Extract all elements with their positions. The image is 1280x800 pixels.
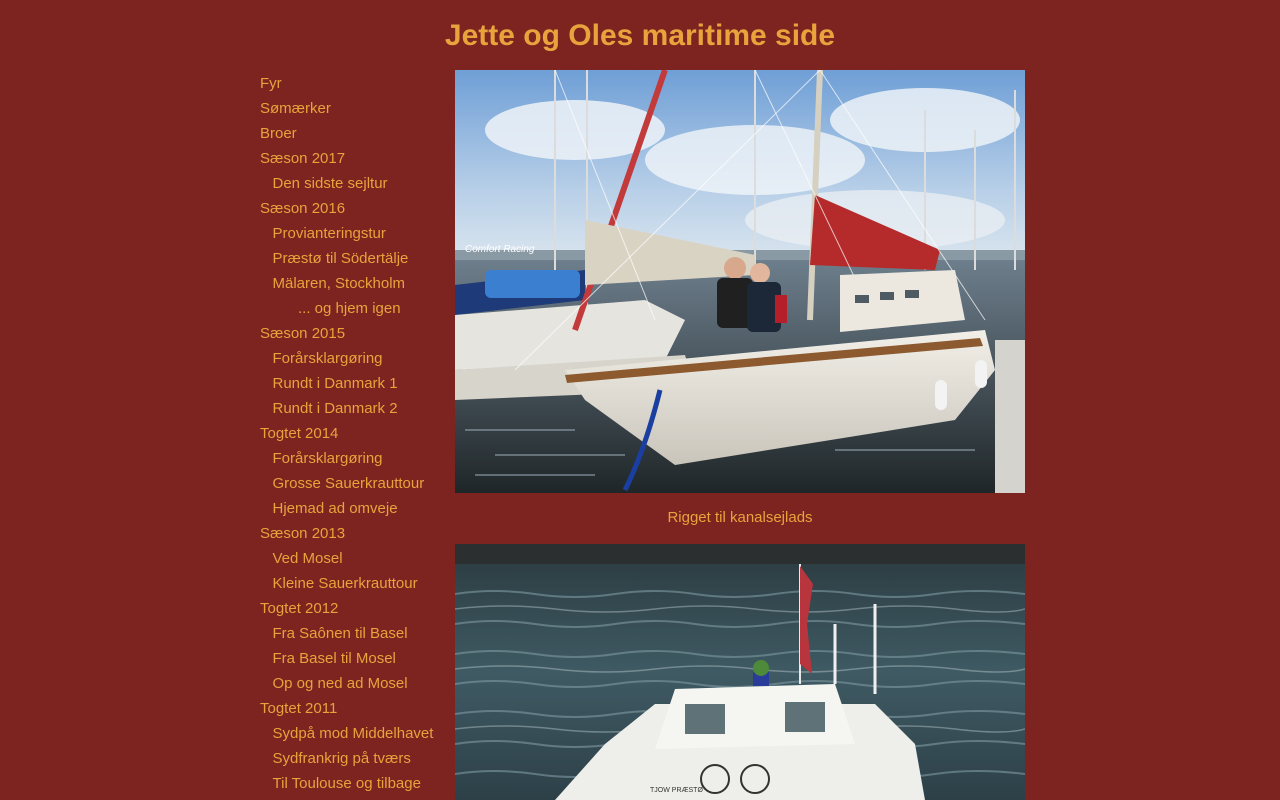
nav-link-sømærker[interactable]: Sømærker bbox=[260, 100, 331, 117]
nav-link-sydpå-mod-middelhavet[interactable]: Sydpå mod Middelhavet bbox=[272, 725, 434, 742]
nav-link-sydfrankrig-på-tværs[interactable]: Sydfrankrig på tværs bbox=[272, 750, 411, 767]
nav-link-broer[interactable]: Broer bbox=[260, 125, 297, 142]
nav-link-op-og-ned-ad-mosel[interactable]: Op og ned ad Mosel bbox=[272, 675, 408, 692]
nav-link-fra-basel-til-mosel[interactable]: Fra Basel til Mosel bbox=[272, 650, 396, 667]
site-title: Jette og Oles maritime side bbox=[444, 19, 836, 52]
nav-link-togtet-2014[interactable]: Togtet 2014 bbox=[260, 425, 339, 442]
nav-link-rundt-i-danmark-2[interactable]: Rundt i Danmark 2 bbox=[272, 400, 398, 417]
motorboat-photo-image bbox=[455, 544, 1025, 800]
nav-link-præstø-til-södertälje[interactable]: Præstø til Södertälje bbox=[272, 250, 409, 267]
nav-link-sæson-2016[interactable]: Sæson 2016 bbox=[260, 200, 346, 217]
sailboat-photo-image bbox=[455, 70, 1025, 493]
nav-link-sæson-2015[interactable]: Sæson 2015 bbox=[260, 325, 346, 342]
photo-sailboat bbox=[455, 70, 1025, 493]
nav-link-fyr[interactable]: Fyr bbox=[260, 75, 282, 92]
nav-link-mälaren-stockholm[interactable]: Mälaren, Stockholm bbox=[272, 275, 406, 292]
nav-link-kleine-sauerkrauttour[interactable]: Kleine Sauerkrauttour bbox=[272, 575, 418, 592]
photo-caption: Rigget til kanalsejlads bbox=[667, 509, 813, 526]
nav-link-togtet-2012[interactable]: Togtet 2012 bbox=[260, 600, 339, 617]
nav-link-ved-mosel[interactable]: Ved Mosel bbox=[272, 550, 343, 567]
nav-link-den-sidste-sejltur[interactable]: Den sidste sejltur bbox=[272, 175, 388, 192]
nav-link-forårsklargøring[interactable]: Forårsklargøring bbox=[272, 450, 383, 467]
nav-link-grosse-sauerkrauttour[interactable]: Grosse Sauerkrauttour bbox=[272, 475, 425, 492]
nav-link-rundt-i-danmark-1[interactable]: Rundt i Danmark 1 bbox=[272, 375, 398, 392]
nav-link-til-toulouse-og-tilbage[interactable]: Til Toulouse og tilbage bbox=[272, 775, 421, 792]
photo-motorboat bbox=[455, 544, 1025, 800]
nav-link-sæson-2013[interactable]: Sæson 2013 bbox=[260, 525, 346, 542]
nav-link-fra-sa-nen-til-basel[interactable]: Fra Saônen til Basel bbox=[272, 625, 408, 642]
boat-name-text: TJOW PRÆSTØ bbox=[650, 787, 703, 794]
nav-link-hjemad-ad-omveje[interactable]: Hjemad ad omveje bbox=[272, 500, 398, 517]
nav-link-sæson-2017[interactable]: Sæson 2017 bbox=[260, 150, 346, 167]
nav-link-togtet-2011[interactable]: Togtet 2011 bbox=[260, 700, 338, 717]
nav-link-og-hjem-igen[interactable]: ... og hjem igen bbox=[298, 300, 401, 317]
nav-link-provianteringstur[interactable]: Provianteringstur bbox=[272, 225, 386, 242]
sail-text: Comfort Racing bbox=[465, 244, 535, 255]
nav-link-forårsklargøring[interactable]: Forårsklargøring bbox=[272, 350, 383, 367]
sidebar-nav bbox=[260, 71, 450, 796]
